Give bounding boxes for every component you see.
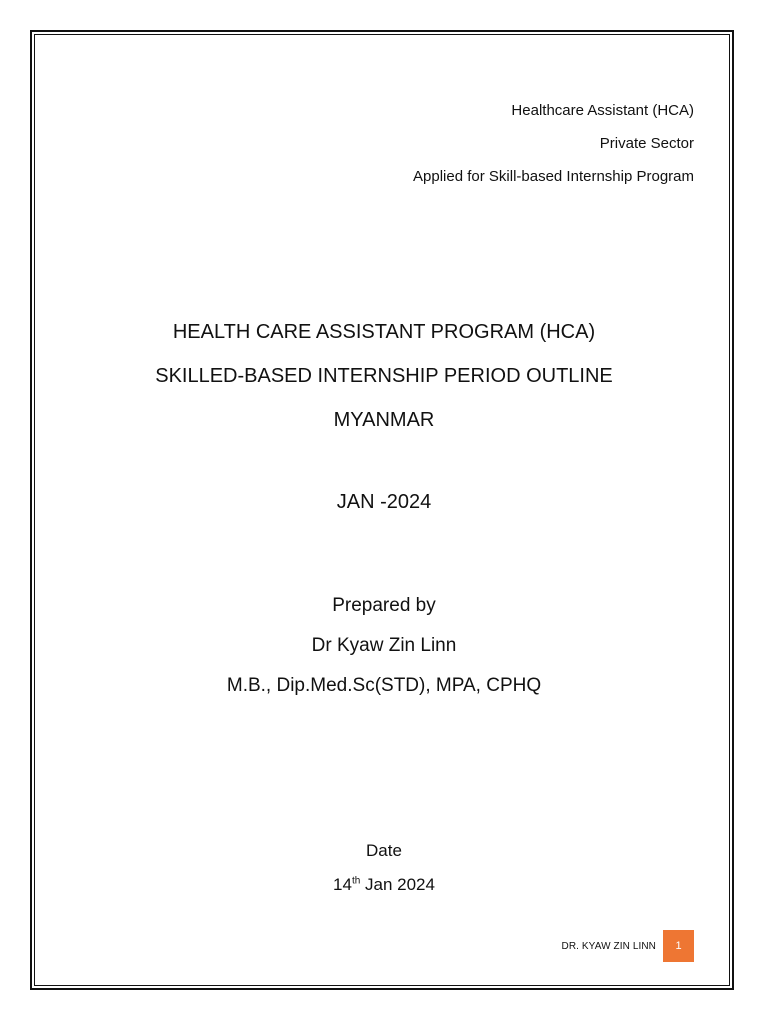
date-month-year: Jan 2024 (360, 875, 435, 894)
page-number-badge: 1 (663, 930, 694, 962)
header-block (413, 94, 694, 193)
prepared-by-label: Prepared by (332, 595, 436, 616)
header-application: Applied for Skill-based Internship Program (413, 168, 694, 185)
header-sector: Private Sector (599, 135, 694, 152)
title-line-country: MYANMAR (333, 409, 435, 431)
date-day: 14 (333, 875, 352, 894)
date-label: Date (366, 841, 402, 860)
author-name: Dr Kyaw Zin Linn (311, 635, 457, 656)
footer-author: DR. KYAW ZIN LINN (561, 940, 656, 952)
title-line-program: HEALTH CARE ASSISTANT PROGRAM (HCA) (172, 321, 596, 343)
header-role: Healthcare Assistant (HCA) (511, 102, 694, 119)
date-ordinal: th (351, 875, 361, 887)
prepared-by-block (0, 586, 768, 706)
document-title (0, 310, 768, 442)
date-block (0, 834, 768, 902)
page-footer (562, 930, 694, 962)
date-value (0, 868, 768, 902)
author-credentials: M.B., Dip.Med.Sc(STD), MPA, CPHQ (226, 675, 542, 696)
title-line-outline: SKILLED-BASED INTERNSHIP PERIOD OUTLINE (155, 365, 613, 387)
period-heading: JAN -2024 (336, 491, 432, 513)
